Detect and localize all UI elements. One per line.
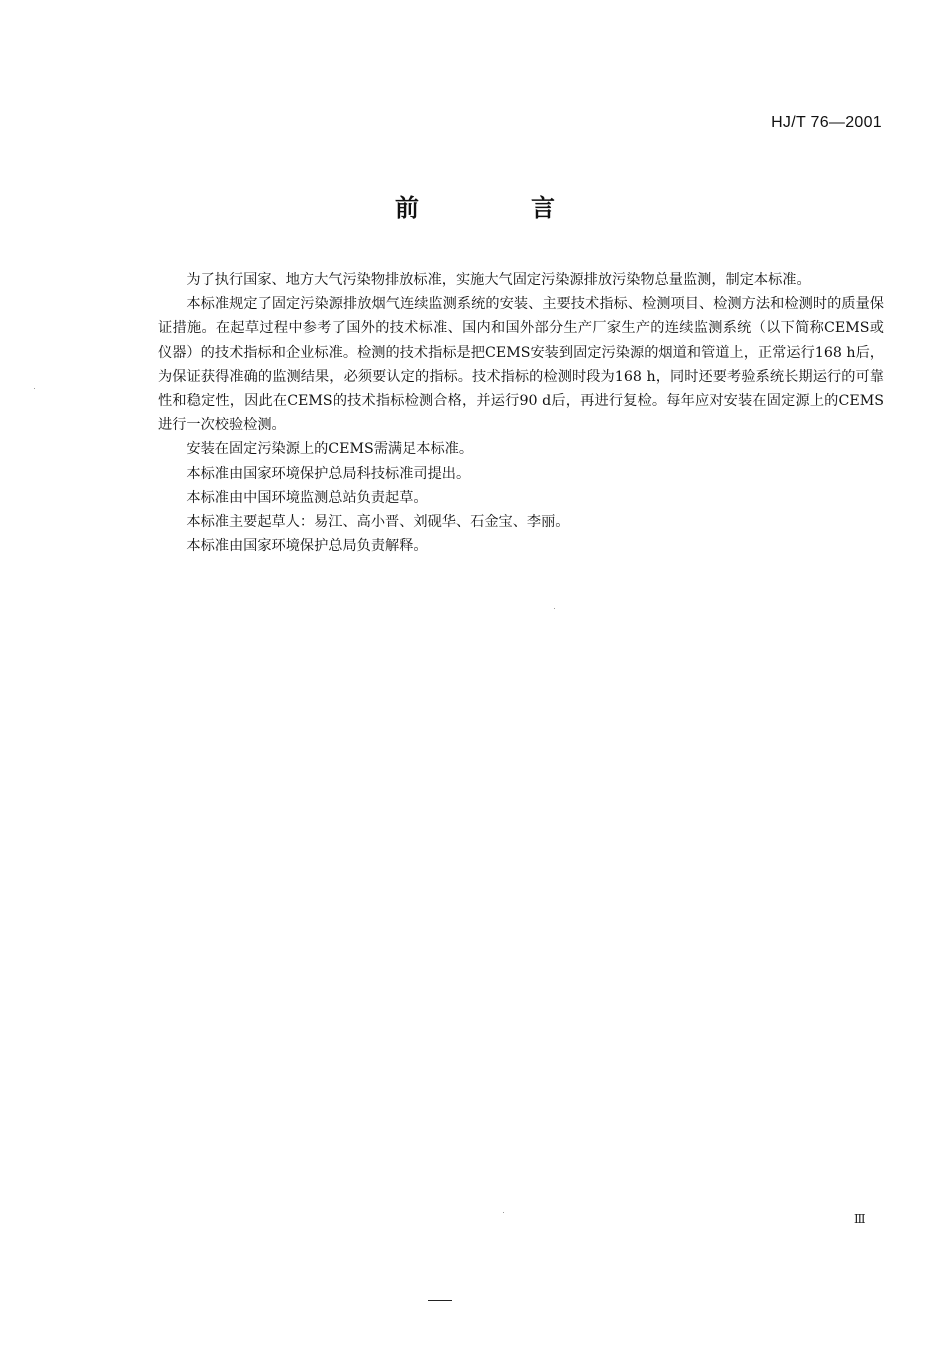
paragraph-purpose: 为了执行国家、地方大气污染物排放标准，实施大气固定污染源排放污染物总量监测，制定本标准。 [186,272,811,288]
scan-speck [554,608,555,609]
body-text [158,268,884,558]
paragraph-drafted-by: 本标准由中国环境监测总站负责起草。 [186,489,428,506]
paragraph-requirement: 安装在固定污染源上的CEMS需满足本标准。 [186,441,474,458]
paragraph-proposed-by: 本标准由国家环境保护总局科技标准司提出。 [186,465,471,482]
paragraph-interpretation: 本标准由国家环境保护总局负责解释。 [186,538,428,555]
paragraph-drafters: 本标准主要起草人：易江、高小晋、刘砚华、石金宝、李丽。 [186,514,570,531]
scan-speck [34,388,35,389]
paragraph-scope: 本标准规定了固定污染源排放烟气连续监测系统的安装、主要技术指标、检测项目、检测方法和检测时的质量保证措施。在起草过程中参考了国外的技术标准、国内和国外部分生产厂家生产的连续监测系统（以下简称CEMS或仪器）的技术指标和企业标准。检测的技术指标是把CEMS安装到固定污染源的烟道和管道上，正常运行168 h后，为保证获得准确的监测结果，必须要认定的指标。技术指标的检测时段为168 h，同时还要考验系统长期运行的可靠性和稳定性，因此在CEMS的技术指标检测合格，并运行90 d后，再进行复检。每年应对安装在固定源上的CEMS进行一次校验检测。 [158,296,884,434]
standard-code: HJ/T 76—2001 [771,114,882,131]
scan-speck [503,1212,504,1213]
bottom-rule [428,1300,452,1301]
page-title: 前 言 [395,194,599,222]
page-number: Ⅲ [854,1212,866,1226]
